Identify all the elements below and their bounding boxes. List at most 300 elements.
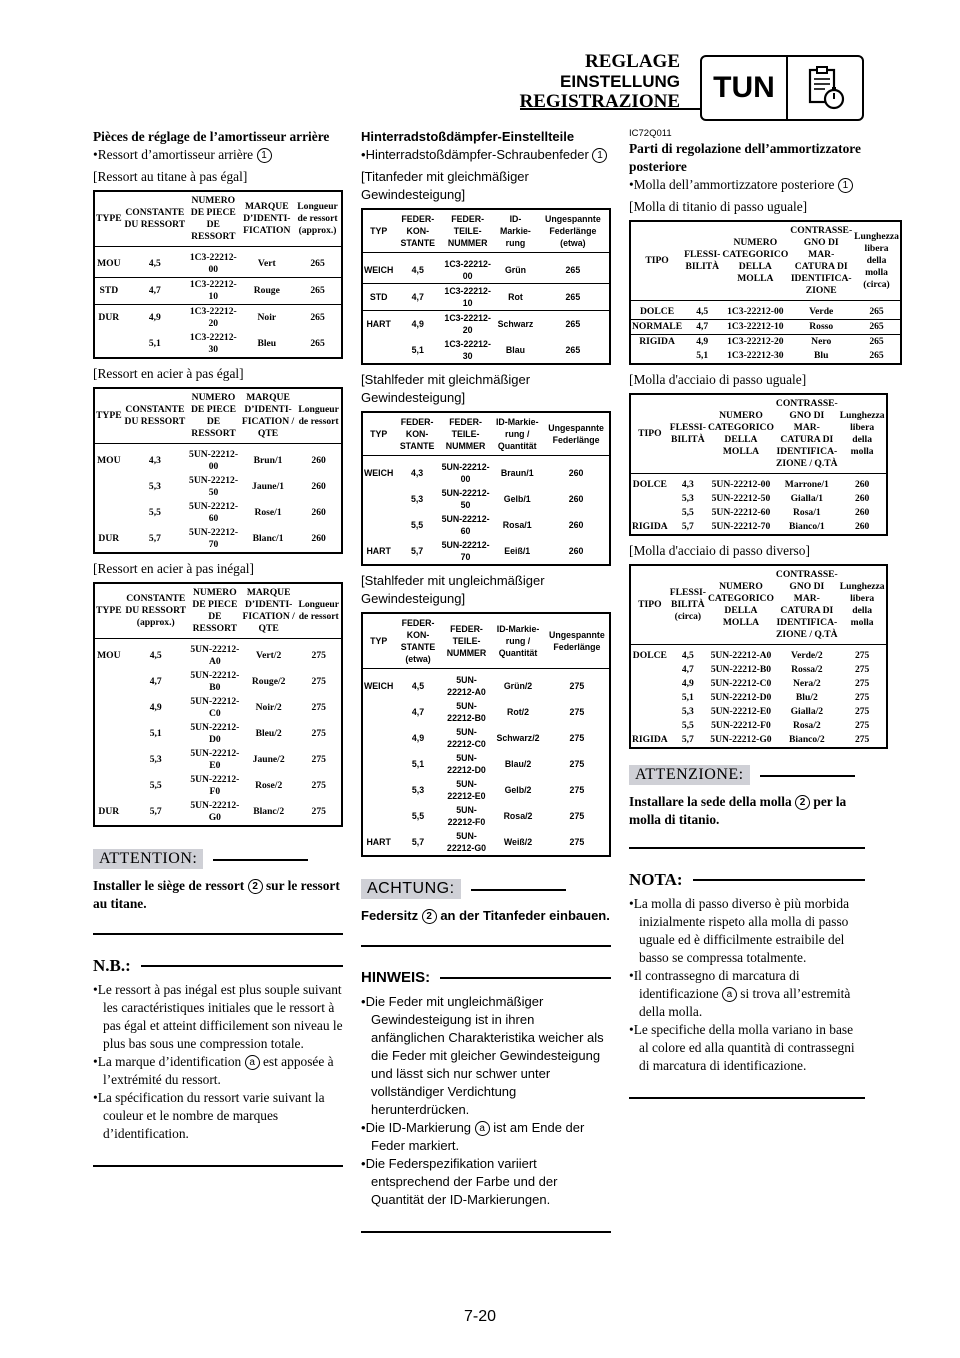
table-cell (362, 512, 394, 538)
caution-label: ATTENZIONE: (629, 765, 750, 785)
table-cell: Rose/2 (255, 780, 283, 791)
column-header: Lunghezza libera della molla (839, 565, 887, 645)
note-heading: HINWEIS: (361, 969, 611, 987)
table-cell (94, 669, 123, 695)
table-cell: 275 (311, 702, 326, 713)
table-cell: Bianco/1 (788, 521, 825, 532)
column-header: FEDER-TEILE-NUMMER (441, 209, 494, 253)
table-cell (630, 705, 669, 719)
table-cell: 5UN-22212-A0 (447, 675, 486, 697)
table-cell: 275 (311, 806, 326, 817)
table-cell: 5UN-22212-E0 (190, 748, 240, 771)
table-cell: Nero (789, 335, 853, 350)
table-cell: 5,7 (148, 533, 161, 544)
table-cell: 4,7 (394, 284, 441, 311)
table-cell: 275 (569, 811, 585, 821)
table-cell: 4,3 (148, 455, 161, 466)
table-cell: 1C3-22212-00 (444, 259, 491, 281)
table-cell: 4,5 (681, 650, 694, 661)
table-cell: 5UN-22212-B0 (447, 701, 486, 723)
table-cell (94, 773, 123, 799)
list-item: •Die ID-Markierung a ist am Ende der Feder markiert. (361, 1120, 585, 1153)
table-cell: 4,5 (411, 265, 424, 275)
table-cell: Bianco/2 (788, 734, 825, 745)
table-cell: 1C3-22212-20 (721, 335, 789, 350)
spec-table (361, 612, 611, 857)
spec-table (629, 393, 888, 536)
caution-text: Installer le siège de ressort 2 sur le ressort au titane. (93, 878, 340, 911)
header-title-it: REGISTRAZIONE (519, 91, 680, 112)
note-list (93, 981, 343, 1143)
table-caption: [Titanfeder mit gleichmäßiger Gewindesteigung] (361, 169, 529, 202)
table-cell: 4,9 (394, 311, 441, 338)
table-cell: 5,5 (410, 520, 424, 530)
table-cell (94, 747, 123, 773)
header-titles (520, 52, 681, 112)
table-cell: 260 (568, 494, 584, 504)
table-cell: 4,7 (681, 664, 694, 675)
table-row (362, 669, 610, 700)
table-cell: 260 (568, 520, 584, 530)
table-cell: 5UN-22212-00 (189, 449, 239, 472)
table-cell: 4,3 (681, 479, 694, 490)
table-cell: 5UN-22212-60 (711, 507, 771, 518)
table-cell (94, 695, 123, 721)
column-header: CONTRASSE-GNO DI MAR-CATURA DI IDENTIFICA-ZIONE (789, 221, 853, 301)
table-row (362, 725, 610, 751)
list-item: •Ressort d’amortisseur arrière 1 (93, 146, 343, 164)
table-cell: Noir (240, 305, 295, 332)
table-cell: 275 (311, 676, 326, 687)
column-header: CONTRASSE-GNO DI MAR-CATURA DI IDENTIFICA-ZIONE / Q.TÀ (775, 394, 839, 474)
table-cell: Bleu (257, 338, 277, 349)
table-cell: 5UN-22212-F0 (190, 774, 240, 797)
table-cell: 5UN-22212-60 (441, 514, 490, 536)
ref-callout: 1 (838, 178, 853, 193)
table-cell: Blau/2 (504, 759, 532, 769)
column-header: MARQUE D’IDENTI-FICATION / QTE (240, 388, 296, 444)
table-cell: 5,3 (149, 754, 162, 765)
column-header: CONTRASSE-GNO DI MAR-CATURA DI IDENTIFICA-ZIONE / Q.TÀ (775, 565, 839, 645)
table-row (94, 721, 342, 747)
table-cell: 4,7 (683, 320, 721, 335)
column-header: FEDER-KON-STANTE (394, 412, 440, 456)
column-header: TYPE (94, 388, 123, 444)
table-row (630, 320, 901, 335)
table-cell: 265 (310, 338, 325, 349)
table-cell (362, 751, 394, 777)
table-cell: 1C3-22212-20 (441, 311, 494, 338)
table-row (94, 639, 342, 670)
table-cell (630, 506, 669, 520)
column-header: FEDER-KON-STANTE (etwa) (394, 613, 441, 669)
table-cell: Schwarz/2 (496, 733, 540, 743)
column-header: Longueur de ressort (296, 388, 342, 444)
table-cell: 4,7 (123, 278, 187, 305)
table-cell (362, 803, 394, 829)
table-cell: 5UN-22212-D0 (447, 753, 486, 775)
column-header: TYP (362, 613, 394, 669)
column-header: ID-Markie-rung (494, 209, 537, 253)
table-caption: [Molla d'acciaio di passo uguale] (629, 372, 807, 387)
table-cell: Eeiß/1 (504, 546, 531, 556)
section-badge (700, 55, 864, 121)
column-header: Ungespannte Federlänge (543, 412, 610, 456)
table-cell: 1C3-22212-00 (189, 252, 237, 275)
column-header: NUMERO DE PIECE DE RESSORT (187, 191, 239, 247)
table-cell: 5UN-22212-A0 (710, 650, 772, 661)
table-cell: 265 (310, 258, 325, 269)
table-cell: 5UN-22212-C0 (190, 696, 240, 719)
table-cell: 265 (537, 311, 610, 338)
table-cell: 5UN-22212-G0 (710, 734, 772, 745)
table-cell: 260 (568, 468, 584, 478)
table-cell: 5,7 (681, 734, 694, 745)
caution-box (93, 849, 343, 913)
table-cell: RIGIDA (630, 335, 683, 350)
table-row (94, 695, 342, 721)
table-cell: Rose/1 (254, 507, 282, 518)
table-cell: 5,7 (681, 521, 694, 532)
table-cell: 5UN-22212-B0 (190, 670, 240, 693)
table-cell: 275 (311, 650, 326, 661)
table-cell: 4,3 (410, 468, 424, 478)
table-cell: 265 (537, 284, 610, 311)
table-cell: 1C3-22212-30 (444, 339, 491, 361)
table-cell: 1C3-22212-30 (727, 350, 784, 361)
table-cell: 1C3-22212-00 (727, 306, 784, 317)
table-cell (630, 492, 669, 506)
table-cell: 275 (854, 650, 870, 661)
table-cell: Jaune/2 (252, 754, 285, 765)
table-cell: 265 (853, 320, 901, 335)
table-caption: [Ressort en acier à pas inégal] (93, 561, 254, 576)
table-cell: 5UN-22212-B0 (710, 664, 772, 675)
note-list (629, 895, 865, 1075)
table-cell: HART (366, 546, 391, 556)
table-row (94, 799, 342, 826)
table-cell: Blanc/1 (252, 533, 284, 544)
table-cell (630, 691, 669, 705)
column-header: NUMERO CATEGORICO DELLA MOLLA (707, 565, 775, 645)
table-cell: Vert/2 (256, 650, 282, 661)
caution-box (361, 879, 611, 925)
table-cell: Vert (257, 258, 276, 269)
column-header: TIPO (630, 221, 683, 301)
table-row (362, 538, 610, 565)
column-header: CONSTANTE DU RESSORT (approx.) (123, 583, 189, 639)
table-cell: Rosa/2 (792, 720, 821, 731)
table-cell: 260 (311, 507, 326, 518)
column-header: CONSTANTE DU RESSORT (123, 388, 188, 444)
table-cell: 5UN-22212-70 (189, 527, 239, 550)
table-row (630, 492, 887, 506)
table-cell: Rouge/2 (251, 676, 286, 687)
table-cell: 5UN-22212-70 (711, 521, 771, 532)
column-header: CONSTANTE DU RESSORT (123, 191, 187, 247)
table-cell: Rot (494, 284, 537, 311)
table-cell: 5,1 (148, 338, 161, 349)
table-cell: 5UN-22212-70 (441, 540, 490, 562)
column-header: ID-Markie-rung / Quantität (491, 412, 543, 456)
table-cell: 5UN-22212-E0 (710, 706, 772, 717)
table-cell: RIGIDA (632, 521, 668, 532)
list-item: •Le ressort à pas inégal est plus souple suivant les caractéristiques initiales que le ressort à pas égal et atteint difficilement son niveau le plus bas sous une compression totale. (93, 982, 343, 1051)
table-cell: Verde (809, 306, 834, 317)
table-cell (362, 699, 394, 725)
table-cell: Brun/1 (253, 455, 283, 466)
table-cell: Verde/2 (791, 650, 823, 661)
table-row (630, 645, 887, 664)
column-german (361, 128, 611, 1245)
table-cell: 260 (311, 455, 326, 466)
caution-label: ATTENTION: (93, 849, 203, 869)
header-rule (520, 108, 700, 110)
table-caption: [Ressort au titane à pas égal] (93, 169, 248, 184)
table-cell: 275 (311, 780, 326, 791)
table-cell: Noir/2 (255, 702, 282, 713)
spec-table (93, 190, 343, 359)
table-row (630, 733, 887, 748)
table-cell: HART (362, 311, 394, 338)
table-cell: Grün (504, 265, 526, 275)
table-caption: [Molla d'acciaio di passo diverso] (629, 543, 810, 558)
table-cell (630, 663, 669, 677)
table-cell: 260 (311, 533, 326, 544)
table-row (362, 829, 610, 856)
table-row (362, 253, 610, 284)
table-cell: 5,3 (681, 706, 694, 717)
table-cell: 4,9 (411, 733, 425, 743)
table-cell: Rouge (240, 278, 295, 305)
column-header: TIPO (630, 565, 669, 645)
table-cell: Gelb/2 (504, 785, 532, 795)
table-cell: 275 (569, 707, 585, 717)
column-header: TIPO (630, 394, 669, 474)
table-cell (94, 474, 123, 500)
table-cell: 5,5 (681, 720, 694, 731)
table-cell: 5,1 (149, 728, 162, 739)
table-cell: DUR (98, 533, 120, 544)
table-cell: Schwarz (494, 311, 537, 338)
column-header: Ungespannte Federlänge (545, 613, 610, 669)
table-cell: Rosa/1 (792, 507, 821, 518)
table-cell: 5,5 (411, 811, 425, 821)
table-cell: 260 (854, 493, 870, 504)
table-cell: Marrone/1 (784, 479, 829, 490)
spec-table (93, 582, 343, 827)
header-title-fr: REGLAGE (584, 51, 680, 72)
table-row (94, 474, 342, 500)
table-cell (362, 486, 394, 512)
table-cell (630, 677, 669, 691)
table-cell: DUR (98, 806, 120, 817)
table-cell: 275 (569, 681, 585, 691)
table-cell: Blu (814, 350, 829, 361)
table-caption: [Ressort en acier à pas égal] (93, 366, 244, 381)
table-cell: 4,5 (149, 650, 162, 661)
column-header: TYP (362, 412, 394, 456)
column-french (93, 128, 343, 1179)
table-cell (94, 331, 123, 358)
table-row (362, 456, 610, 487)
table-caption: [Stahlfeder mit gleichmäßiger Gewindesteigung] (361, 372, 531, 405)
table-cell: 1C3-22212-10 (187, 278, 239, 305)
table-cell: 5,1 (411, 759, 425, 769)
table-cell: 4,7 (411, 707, 425, 717)
table-cell: 5UN-22212-50 (711, 493, 771, 504)
table-cell: 5,1 (411, 345, 424, 355)
caution-label: ACHTUNG: (361, 879, 461, 899)
table-cell: 4,9 (681, 678, 694, 689)
spec-table (629, 220, 902, 365)
table-cell: 5,7 (149, 806, 162, 817)
table-cell (94, 721, 123, 747)
column-header: FEDER-TEILE-NUMMER (442, 613, 492, 669)
column-header: FLESSI-BILITÀ (circa) (669, 565, 707, 645)
column-header: Longueur de ressort (296, 583, 342, 639)
table-cell: 5UN-22212-E0 (447, 779, 486, 801)
table-cell: Blu/2 (795, 692, 818, 703)
table-row (94, 247, 342, 278)
table-cell: 5UN-22212-00 (441, 462, 490, 484)
table-cell: 5UN-22212-D0 (710, 692, 772, 703)
table-cell: Grün/2 (503, 681, 533, 691)
column-header: TYPE (94, 191, 123, 247)
table-cell: 4,9 (149, 702, 162, 713)
header-title-de: EINSTELLUNG (560, 72, 680, 91)
table-cell: Gialla/1 (790, 493, 824, 504)
table-cell: 275 (569, 759, 585, 769)
column-header: FLESSI-BILITÀ (683, 221, 721, 301)
table-cell: 1C3-22212-30 (189, 332, 237, 355)
table-cell: Rosa/2 (503, 811, 533, 821)
section-heading: Parti di regolazione dell’ammortizzatore posteriore (629, 141, 861, 174)
table-cell: 275 (854, 734, 870, 745)
table-row (362, 777, 610, 803)
table-cell: 5UN-22212-60 (189, 501, 239, 524)
table-cell: 5UN-22212-A0 (190, 644, 240, 667)
table-cell: 265 (869, 306, 884, 317)
list-item: •Hinterradstoßdämpfer-Schraubenfeder 1 (361, 146, 611, 164)
table-cell: NORMALE (630, 320, 683, 335)
list-item: •La marque d’identification a est apposée à l’extrémité du ressort. (93, 1054, 334, 1087)
table-cell (362, 337, 394, 364)
table-cell: 275 (854, 692, 870, 703)
table-cell: 265 (869, 350, 884, 361)
table-cell (362, 777, 394, 803)
table-caption: [Molla di titanio di passo uguale] (629, 199, 808, 214)
table-cell: 5UN-22212-G0 (190, 800, 240, 823)
table-cell: Blanc/2 (253, 806, 285, 817)
table-cell: 4,5 (411, 681, 425, 691)
table-cell: 4,5 (148, 258, 161, 269)
table-cell: WEICH (364, 265, 394, 275)
table-row (94, 331, 342, 358)
table-cell: 260 (854, 507, 870, 518)
table-row (630, 301, 901, 320)
table-row (630, 474, 887, 493)
column-header: FLESSI-BILITÀ (669, 394, 707, 474)
table-cell: 4,5 (696, 306, 709, 317)
column-header: Lunghezza libera della molla (839, 394, 887, 474)
table-row (630, 520, 887, 535)
table-cell: DOLCE (632, 650, 667, 661)
table-cell: 260 (854, 521, 870, 532)
table-cell: 275 (854, 664, 870, 675)
table-cell: 5,3 (411, 785, 425, 795)
table-cell: Braun/1 (500, 468, 534, 478)
table-cell: STD (94, 278, 123, 305)
table-cell: 275 (311, 754, 326, 765)
spec-table (361, 208, 611, 365)
ref-callout: 1 (592, 148, 607, 163)
table-row (362, 803, 610, 829)
table-cell: 265 (294, 305, 342, 332)
table-cell (362, 725, 394, 751)
table-cell: 4,9 (123, 305, 187, 332)
table-cell: 275 (569, 785, 585, 795)
table-row (630, 719, 887, 733)
table-row (94, 305, 342, 332)
spec-table (93, 387, 343, 554)
table-cell: 275 (854, 720, 870, 731)
doc-code: IC72Q011 (629, 128, 672, 139)
column-header: NUMERO CATEGORICO DELLA MOLLA (721, 221, 789, 301)
table-cell: 5,5 (681, 507, 694, 518)
table-row (630, 335, 901, 350)
table-cell: 275 (569, 837, 585, 847)
table-cell: RIGIDA (632, 734, 668, 745)
table-cell: WEICH (364, 681, 394, 691)
list-item: •La spécification du ressort varie suivant la couleur et le nombre de marques d’identification. (93, 1090, 325, 1141)
table-cell: 260 (854, 479, 870, 490)
table-cell: 5,7 (410, 546, 424, 556)
table-cell: DUR (94, 305, 123, 332)
table-row (94, 526, 342, 553)
table-cell: 260 (311, 481, 326, 492)
table-cell: 5UN-22212-F0 (447, 805, 486, 827)
column-header: TYP (362, 209, 394, 253)
list-item: •La molla di passo diverso è più morbida inizialmente rispeto alla molla di passo uguale ed è difficilmente estraibile del basso se compressa totalmente. (629, 896, 850, 965)
table-cell: Blau (505, 345, 525, 355)
table-row (630, 349, 901, 364)
table-row (94, 669, 342, 695)
table-cell: 5UN-22212-F0 (711, 720, 771, 731)
table-cell: 5UN-22212-C0 (710, 678, 772, 689)
table-caption: [Stahlfeder mit ungleichmäßiger Gewindesteigung] (361, 573, 545, 606)
table-cell: 275 (569, 733, 585, 743)
table-cell: 260 (568, 546, 584, 556)
table-cell: Rosso (789, 320, 853, 335)
table-cell: 5,3 (681, 493, 694, 504)
list-item: •Die Feder mit ungleichmäßiger Gewindesteigung ist in ihren anfänglichen Charakteristika weicher als die Feder mit gleicher Gewindesteigung und lässt sich nur schwer unter vollständiger Verdichtung herunterdrücken. (361, 994, 604, 1117)
table-cell: 5,3 (148, 481, 161, 492)
table-row (94, 747, 342, 773)
column-header: FEDER-KON-STANTE (394, 209, 441, 253)
table-cell: 5,1 (681, 692, 694, 703)
table-row (94, 444, 342, 475)
note-heading: N.B.: (93, 957, 343, 975)
table-row (630, 663, 887, 677)
table-row (362, 311, 610, 338)
table-cell: Rosa/1 (502, 520, 532, 530)
table-cell: Jaune/1 (252, 481, 285, 492)
table-cell: 4,9 (683, 335, 721, 350)
table-cell: 5UN-22212-C0 (447, 727, 486, 749)
table-cell: 5UN-22212-50 (441, 488, 490, 510)
table-cell: 5,3 (410, 494, 424, 504)
